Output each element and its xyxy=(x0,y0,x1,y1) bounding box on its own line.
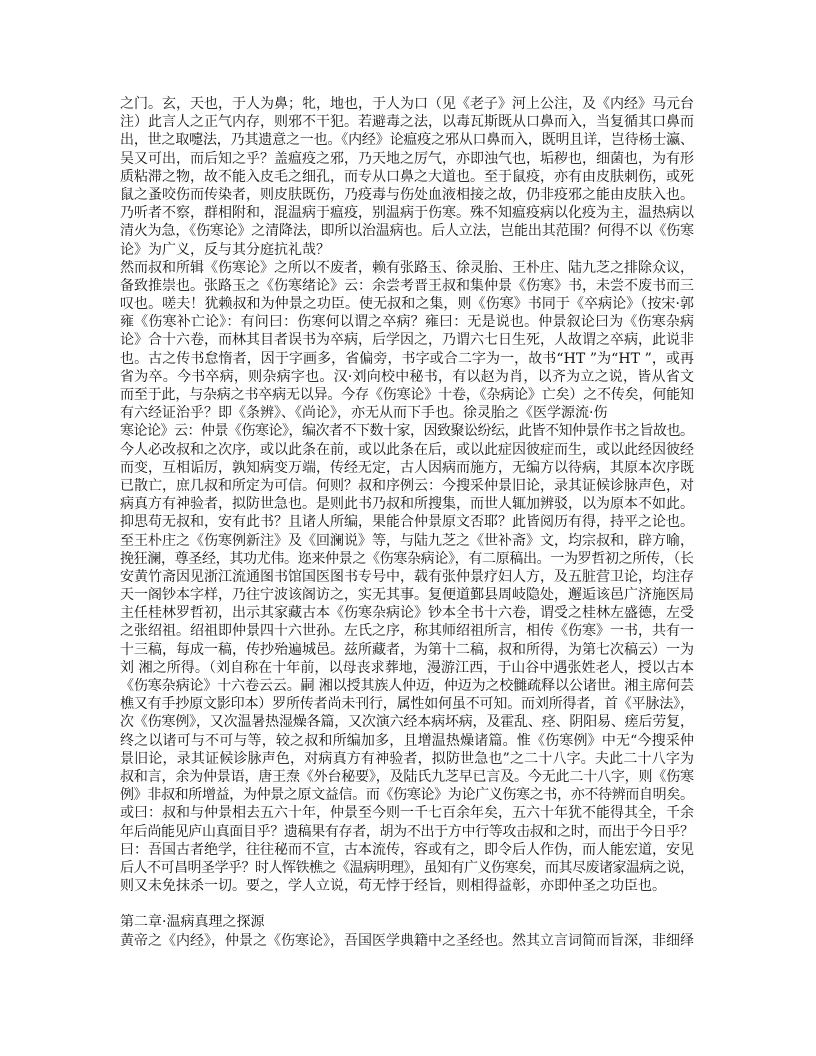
text-line: 寒论论》云：仲景《伤寒论》，编次者不下数十家，因致聚讼纷纭，此皆不知仲景作书之旨故也。 xyxy=(120,423,694,440)
text-line: 注）此言人之正气内存，则邪不干犯。若避毒之法，以毒瓦斯既从口鼻而入，当复循其口鼻而 xyxy=(120,114,694,131)
text-line: 之门。玄，天也，于人为鼻；牝，地也，于人为口（见《老子》河上公注，及《内经》马元台 xyxy=(120,96,694,112)
text-line: 叹也。嗟夫！犹赖叔和为仲景之功臣。使无叔和之集，则《伤寒》书同于《卒病论》（按宋·郭 xyxy=(120,296,695,313)
text-line: 之张绍祖。绍祖即仲景四十六世孙。左氏之序，称其师绍祖所言，相传《伤寒》一书，共有一 xyxy=(120,623,694,640)
paragraph xyxy=(120,259,694,423)
text-line: 清火为急，《伤寒论》之清降法，即所以治温病也。后人立法，岂能出其范围？何得不以《伤寒 xyxy=(120,223,694,240)
text-line: 《伤寒杂病论》十六卷云云。嗣 湘以授其族人仲迈，仲迈为之校雠疏释以公诸世。湘主席何芸 xyxy=(120,678,694,694)
text-line: 然而叔和所辑《伤寒论》之所以不废者，赖有张路玉、徐灵胎、王朴庄、陆九芝之排除众议， xyxy=(120,259,694,276)
text-line: 今人必改叔和之次序，或以此条在前，或以此条在后，或以此症因彼症而生，或以此经因彼经 xyxy=(120,441,694,458)
text-line: 叔和言，余为仲景语，唐王焘《外台秘要》，及陆氏九芝早已言及。今无此二十八字，则《伤寒 xyxy=(120,768,694,785)
chapter-heading: 第二章·温病真理之探源 xyxy=(120,914,265,931)
text-line: 质粘滞之物，故不能入皮毛之细孔，而专从口鼻之大道也。至于鼠疫，亦有由皮肤刺伤，或死 xyxy=(120,168,694,185)
text-line: 病真方有神验者，拟防世急也。是则此书乃叔和所搜集，而世人辄加辨驳，以为原本不如此。 xyxy=(120,496,694,513)
text-line: 次《伤寒例》，又次温暑热湿燥各篇，又次演六经本病坏病，及霍乱、痉、阴阳易、瘥后劳复， xyxy=(120,714,694,731)
text-line: 年后尚能见庐山真面目乎？遗稿果有存者，胡为不出于方中行等攻击叔和之时，而出于今日乎？ xyxy=(120,823,694,840)
text-line: 则又未免抹杀一切。要之，学人立说，苟无悖于经旨，则相得益彰，亦即仲圣之功臣也。 xyxy=(120,878,666,895)
text-line: 樵又有手抄原文影印本）罗所传者尚未刊行，属性如何虽不可知。而刘所得者，首《平脉法》， xyxy=(120,696,694,713)
text-line: 省为卒。今书卒病，则杂病字也。汉·刘向校中秘书，有以赵为肖，以齐为立之说，皆从省文 xyxy=(120,368,695,385)
paragraph xyxy=(120,932,694,950)
text-line: 乃听者不察，群相附和，混温病于瘟疫，别温病于伤寒。殊不知瘟疫病以化疫为主，温热病以 xyxy=(120,205,694,222)
text-line: 出，世之取嚏法，乃其遗意之一也。《内经》论瘟疫之邪从口鼻而入，既明且详，岂待杨士瀛、 xyxy=(120,132,694,149)
text-line: 鼠之蚤咬伤而传染者，则皮肤既伤，乃疫毒与伤处血液相接之故，仍非疫邪之能由皮肤入也。 xyxy=(120,186,694,203)
text-line: 主任桂林罗哲初，出示其家藏古本《伤寒杂病论》钞本全书十六卷，谓受之桂林左盛德，左受 xyxy=(120,605,694,622)
text-line: 黄帝之《内经》，仲景之《伤寒论》，吾国医学典籍中之圣经也。然其立言词简而旨深，非细绎 xyxy=(120,932,694,949)
text-line: 例》非叔和所增益，为仲景之原文益信。而《伤寒论》为论广义伤寒之书，亦不待辨而自明矣。 xyxy=(120,787,694,804)
text-line: 论》合十六卷，而林其目者误书为卒病，后学因之，乃谓六七日生死，人故谓之卒病，此说非 xyxy=(120,332,694,349)
text-line: 或曰：叔和与仲景相去五六十年，仲景至今则一千七百余年矣，五六十年犹不能得其全，千余 xyxy=(120,805,694,822)
text-line: 已散亡，庶几叔和所定为可信。何则？叔和序例云：今搜采仲景旧论，录其证候诊脉声色，对 xyxy=(120,477,694,494)
text-line: 终之以诸可与不可与等，较之叔和所编加多，且增温热燥诸篇。惟《伤寒例》中无“今搜采仲 xyxy=(120,732,695,749)
paragraph xyxy=(120,422,694,895)
text-line: 雍《伤寒补亡论》：有问曰：伤寒何以谓之卒病？雍曰：无是说也。仲景叙论曰为《伤寒杂病 xyxy=(120,314,695,331)
text-line: 备致推崇也。张路玉之《伤寒绪论》云：余尝考晋王叔和集仲景《伤寒》书，未尝不废书而三 xyxy=(120,277,694,294)
paragraph xyxy=(120,95,694,259)
text-line: 后人不可昌明圣学乎？时人恽铁樵之《温病明理》，虽知有广义伤寒矣，而其尽废诸家温病之说， xyxy=(120,859,694,876)
text-line: 有六经证治乎？即《条辨》、《尚论》，亦无从而下手也。徐灵胎之《医学源流·伤 xyxy=(120,405,608,422)
text-line: 天一阁钞本字样，乃往宁波该阁访之，实无其事。复便道鄞县周岐隐处，邂逅该邑广济施医局 xyxy=(120,587,694,604)
text-line: 十三稿，每成一稿，传抄殆遍城邑。兹所藏者，为第十二稿，叔和所得，为第七次稿云）一为 xyxy=(120,641,694,658)
paragraph-spacer xyxy=(120,895,694,913)
text-line: 论》为广义，反与其分庭抗礼哉？ xyxy=(120,241,330,258)
text-line: 抑思苟无叔和，安有此书？且诸人所编，果能合仲景原文否耶？此皆阅历有得，持平之论也。 xyxy=(120,514,694,531)
text-line: 刘 湘之所得。（刘自称在十年前，以母丧求葬地，漫游江西，于山谷中遇张姓老人，授以古本 xyxy=(120,659,695,676)
text-line: 挽狂澜，尊圣经，其功尤伟。迩来仲景之《伤寒杂病论》，有二原稿出。一为罗哲初之所传，（长 xyxy=(120,550,694,567)
text-line: 至王朴庄之《伤寒例新注》及《回澜说》等，与陆九芝之《世补斋》文，均宗叔和，辟方喻， xyxy=(120,532,694,549)
text-line: 吴又可出，而后知之乎？盖瘟疫之邪，乃天地之厉气，亦即浊气也，垢秽也，细菌也，为有形 xyxy=(120,150,694,167)
text-line: 也。古之传书怠惰者，因于字画多，省偏旁，书字或合二字为一，故书“HT ”为“HT ”，或再 xyxy=(120,350,695,367)
text-line: 安黄竹斋因见浙江流通图书馆国医图书专号中，载有张仲景疗妇人方，及五脏营卫论，均注存 xyxy=(120,568,694,585)
text-line: 景旧论，录其证候诊脉声色，对病真方有神验者，拟防世急也”之二十八字。夫此二十八字为 xyxy=(120,750,695,767)
text-line: 曰：吾国古者绝学，往往秘而不宣，古本流传，容或有之，即令后人作伪，而人能宏道，安见 xyxy=(120,841,694,858)
body-text xyxy=(120,95,694,950)
text-line: 而变，互相诟厉，孰知病变万端，传经无定，古人因病而施方，无编方以待病，其原本次序既 xyxy=(120,459,694,476)
text-line: 而至于此，与杂病之书卒病无以异。今存《伤寒论》十卷，《杂病论》亡矣）之不传矣，何能知 xyxy=(120,387,694,403)
